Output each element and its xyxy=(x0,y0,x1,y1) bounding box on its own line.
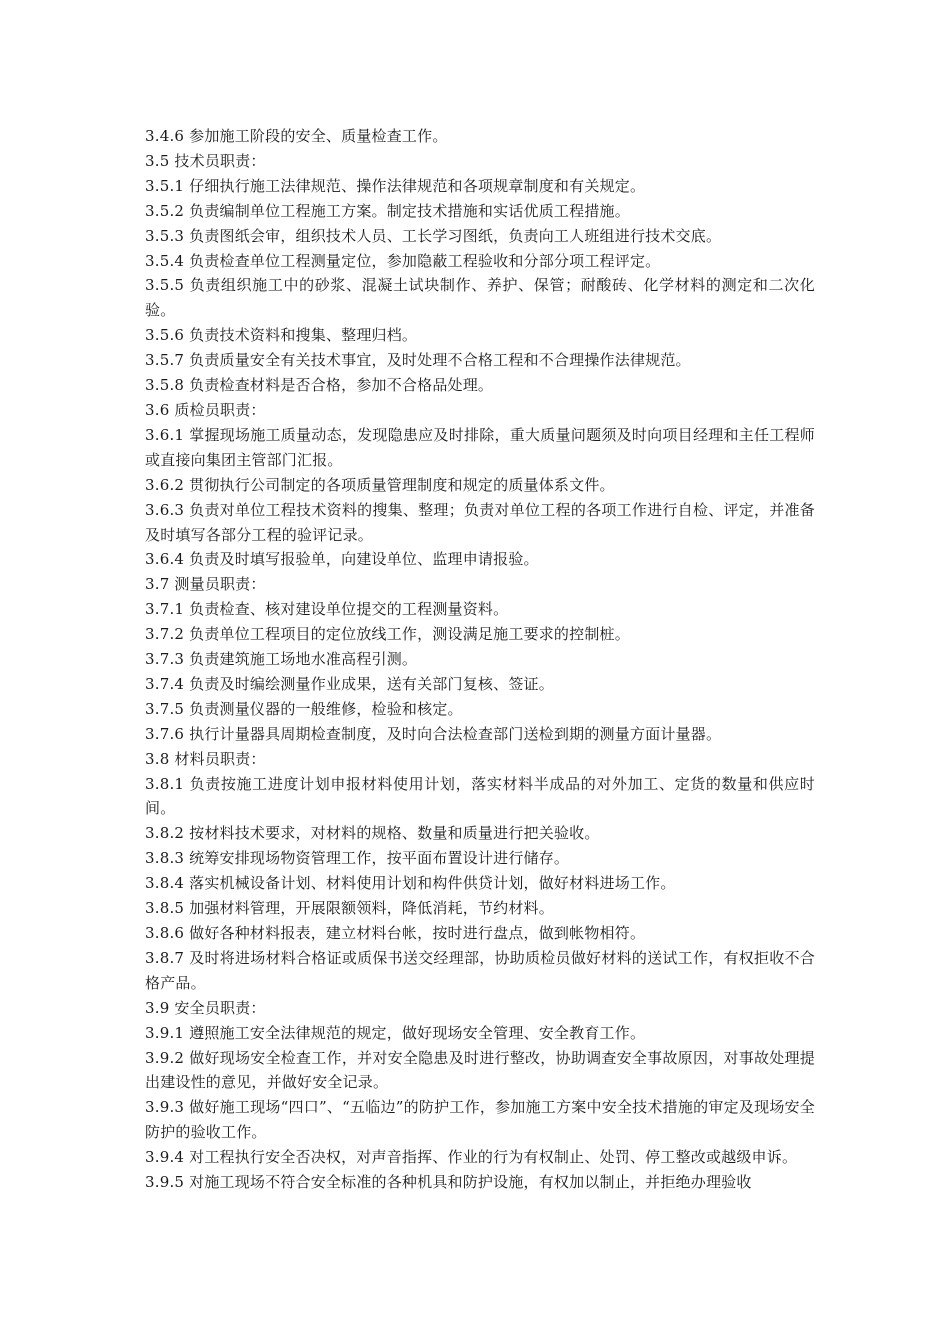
paragraph: 3.7.6 执行计量器具周期检查制度，及时向合法检查部门送检到期的测量方面计量器。 xyxy=(145,724,722,743)
paragraph: 3.7.5 负责测量仪器的一般维修，检验和核定。 xyxy=(145,699,463,718)
paragraph: 3.7 测量员职责： xyxy=(145,575,266,594)
paragraph: 3.5.2 负责编制单位工程施工方案。制定技术措施和实话优质工程措施。 xyxy=(145,201,630,220)
paragraph: 3.4.6 参加施工阶段的安全、质量检查工作。 xyxy=(145,127,448,145)
paragraph: 3.8.1 负责按施工进度计划申报材料使用计划，落实材料半成品的对外加工、定货的数量和供应时间。 xyxy=(145,774,815,818)
paragraph: 3.8.7 及时将进场材料合格证或质保书送交经理部，协助质检员做好材料的送试工作，有权拒收不合格产品。 xyxy=(145,948,815,992)
paragraph: 3.9.1 遵照施工安全法律规范的规定，做好现场安全管理、安全教育工作。 xyxy=(145,1023,646,1042)
paragraph: 3.8.6 做好各种材料报表，建立材料台帐，按时进行盘点，做到帐物相符。 xyxy=(145,924,646,942)
paragraph: 3.8.3 统筹安排现场物资管理工作，按平面布置设计进行储存。 xyxy=(145,849,570,868)
paragraph: 3.5 技术员职责： xyxy=(145,151,266,170)
paragraph: 3.6.1 掌握现场施工质量动态，发现隐患应及时排除，重大质量问题须及时向项目经理和主任工程师或直接向集团主管部门汇报。 xyxy=(145,425,815,469)
paragraph: 3.5.4 负责检查单位工程测量定位，参加隐蔽工程验收和分部分项工程评定。 xyxy=(145,251,661,270)
paragraph: 3.5.5 负责组织施工中的砂浆、混凝土试块制作、养护、保管；耐酸砖、化学材料的测定和二次化验。 xyxy=(145,276,815,320)
paragraph: 3.6.3 负责对单位工程技术资料的搜集、整理；负责对单位工程的各项工作进行自检、评定，并准备及时填写各部分工程的验评记录。 xyxy=(145,500,815,544)
paragraph: 3.9.4 对工程执行安全否决权，对声音指挥、作业的行为有权制止、处罚、停工整改或越级申诉。 xyxy=(145,1148,798,1167)
paragraph: 3.6 质检员职责： xyxy=(145,400,266,419)
paragraph: 3.5.7 负责质量安全有关技术事宜，及时处理不合格工程和不合理操作法律规范。 xyxy=(145,351,691,370)
paragraph: 3.9 安全员职责： xyxy=(145,998,266,1017)
paragraph: 3.8.2 按材料技术要求，对材料的规格、数量和质量进行把关验收。 xyxy=(145,824,600,843)
paragraph: 3.7.4 负责及时编绘测量作业成果，送有关部门复核、签证。 xyxy=(145,674,554,693)
paragraph: 3.7.1 负责检查、核对建设单位提交的工程测量资料。 xyxy=(145,600,509,619)
paragraph: 3.8.4 落实机械设备计划、材料使用计划和构件供贷计划，做好材料进场工作。 xyxy=(145,874,676,893)
paragraph: 3.5.6 负责技术资料和搜集、整理归档。 xyxy=(145,326,418,345)
paragraph: 3.6.2 贯彻执行公司制定的各项质量管理制度和规定的质量体系文件。 xyxy=(145,475,615,494)
paragraph: 3.9.5 对施工现场不符合安全标准的各种机具和防护设施，有权加以制止，并拒绝办理验收 xyxy=(145,1173,752,1192)
paragraph: 3.6.4 负责及时填写报验单，向建设单位、监理申请报验。 xyxy=(145,550,539,569)
paragraph: 3.9.3 做好施工现场“四口”、“五临边”的防护工作，参加施工方案中安全技术措施的审定及现场安全防护的验收工作。 xyxy=(145,1098,815,1142)
paragraph: 3.5.8 负责检查材料是否合格，参加不合格品处理。 xyxy=(145,376,494,395)
paragraph: 3.8.5 加强材料管理，开展限额领料，降低消耗，节约材料。 xyxy=(145,899,554,918)
document-body xyxy=(145,124,815,1195)
paragraph: 3.9.2 做好现场安全检查工作，并对安全隐患及时进行整改，协助调查安全事故原因，对事故处理提出建设性的意见，并做好安全记录。 xyxy=(145,1048,815,1092)
paragraph: 3.5.1 仔细执行施工法律规范、操作法律规范和各项规章制度和有关规定。 xyxy=(145,176,646,195)
paragraph: 3.5.3 负责图纸会审，组织技术人员、工长学习图纸，负责向工人班组进行技术交底。 xyxy=(145,226,722,245)
paragraph: 3.7.2 负责单位工程项目的定位放线工作，测设满足施工要求的控制桩。 xyxy=(145,625,630,644)
paragraph: 3.8 材料员职责： xyxy=(145,749,266,768)
paragraph: 3.7.3 负责建筑施工场地水准高程引测。 xyxy=(145,650,418,669)
